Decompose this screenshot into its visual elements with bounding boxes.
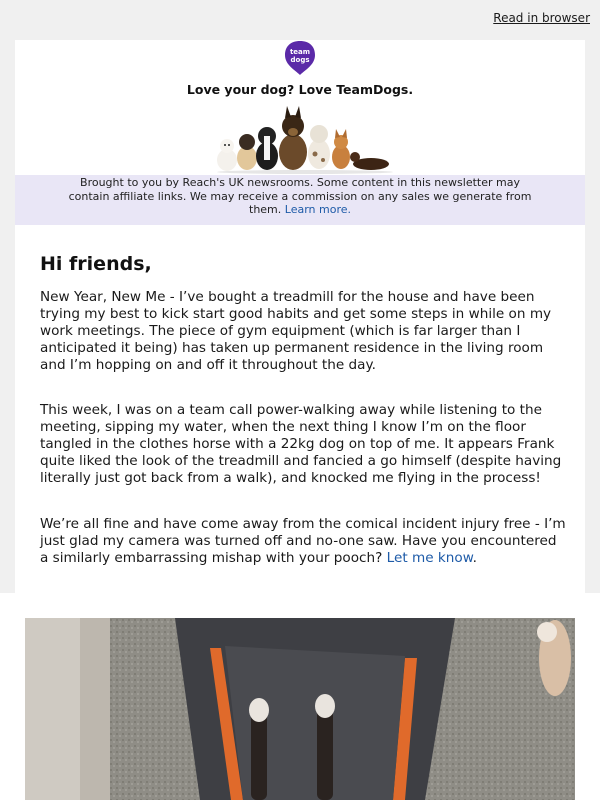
learn-more-link[interactable]: Learn more.	[284, 203, 351, 216]
logo-text-line1: team	[289, 48, 311, 56]
dogs-group-image	[215, 102, 395, 174]
brand-tagline: Love your dog? Love TeamDogs.	[186, 82, 414, 97]
greeting-heading: Hi friends,	[40, 253, 152, 275]
paragraph-3-period: .	[472, 550, 477, 566]
paragraph-2: This week, I was on a team call power-walking away while listening to the meeting, sipping my water, when the next thing I know I’m on the floor tangled in the clothes horse with a 22kg dog on top of me. It appears Frank quite liked the look of the treadmill and fancied a go himself (despite having literally just got back from a walk), and knocked me flying in the process!	[40, 402, 562, 486]
let-me-know-link[interactable]: Let me know	[386, 550, 473, 566]
disclaimer-line1: Brought to you by Reach's UK newsrooms. Some content in this newsletter may	[80, 176, 520, 189]
disclaimer-line2: contain affiliate links. We may receive a commission on any sales we generate from	[68, 189, 532, 203]
disclaimer-banner	[15, 175, 585, 225]
paragraph-1: New Year, New Me - I’ve bought a treadmill for the house and have been trying my best to kick start good habits and get some steps in while on my work meetings. The piece of gym equipment (which is far larger than I anticipated it being) has taken up permanent residence in the living room and I’m hopping on and off it throughout the day.	[40, 289, 552, 373]
top-bar	[0, 0, 600, 40]
disclaimer-line3: them.	[249, 203, 285, 216]
header-card	[15, 40, 585, 225]
paragraph-3-text: We’re all fine and have come away from the comical incident injury free - I’m just glad my camera was turned off and no-one saw. Have you encountered a similarly embarrassing mishap with your pooch?	[40, 516, 566, 566]
newsletter-body	[15, 225, 585, 593]
read-in-browser-link[interactable]: Read in browser	[493, 11, 590, 25]
dog-on-treadmill-photo	[25, 618, 575, 800]
teamdogs-logo-icon[interactable]	[284, 40, 316, 76]
logo-text-line2: dogs	[290, 56, 310, 64]
paragraph-3	[40, 516, 566, 567]
photo-section	[0, 593, 600, 800]
